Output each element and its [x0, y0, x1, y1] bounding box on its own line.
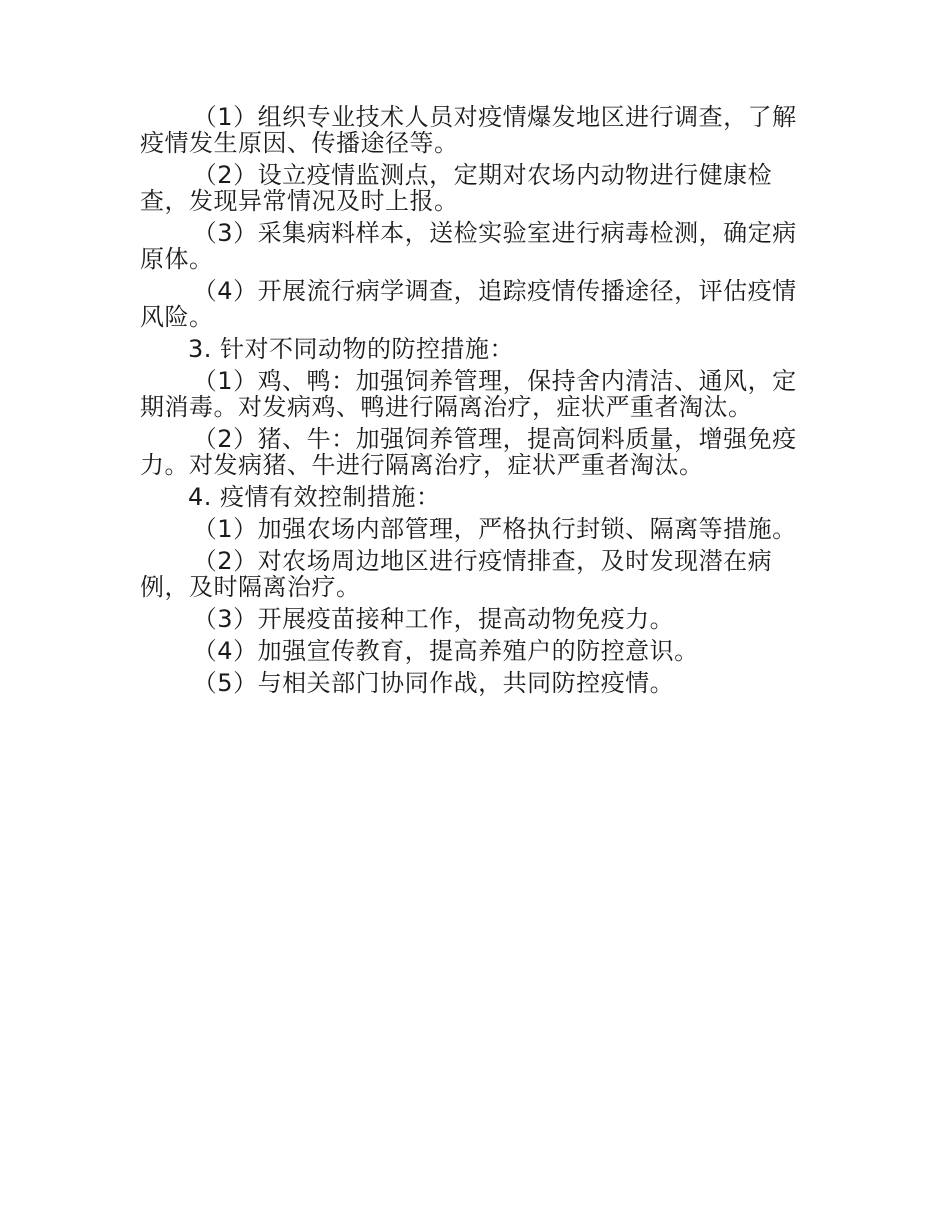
- paragraph-1-4: （4）开展流行病学调查，追踪疫情传播途径，评估疫情风险。: [140, 277, 797, 331]
- paragraph-1-3: （3）采集病料样本，送检实验室进行病毒检测，确定病原体。: [140, 219, 797, 273]
- document-body: [140, 104, 800, 702]
- section-heading-4: 4. 疫情有效控制措施：: [188, 483, 441, 511]
- paragraph-4-1: （1）加强农场内部管理，严格执行封锁、隔离等措施。: [192, 515, 797, 543]
- section-heading-3: 3. 针对不同动物的防控措施：: [188, 335, 515, 363]
- paragraph-4-2: （2）对农场周边地区进行疫情排查，及时发现潜在病例，及时隔离治疗。: [140, 547, 773, 601]
- paragraph-1-2: （2）设立疫情监测点，定期对农场内动物进行健康检查，发现异常情况及时上报。: [140, 161, 773, 215]
- paragraph-4-3: （3）开展疫苗接种工作，提高动物免疫力。: [192, 605, 675, 633]
- paragraph-1-1: （1）组织专业技术人员对疫情爆发地区进行调查，了解疫情发生原因、传播途径等。: [140, 103, 797, 157]
- paragraph-4-5: （5）与相关部门协同作战，共同防控疫情。: [192, 669, 675, 697]
- paragraph-3-2: （2）猪、牛：加强饲养管理，提高饲料质量，增强免疫力。对发病猪、牛进行隔离治疗，症状严重者淘汰。: [140, 425, 797, 479]
- paragraph-3-1: （1）鸡、鸭：加强饲养管理，保持舍内清洁、通风，定期消毒。对发病鸡、鸭进行隔离治疗，症状严重者淘汰。: [140, 367, 797, 421]
- paragraph-4-4: （4）加强宣传教育，提高养殖户的防控意识。: [192, 637, 699, 665]
